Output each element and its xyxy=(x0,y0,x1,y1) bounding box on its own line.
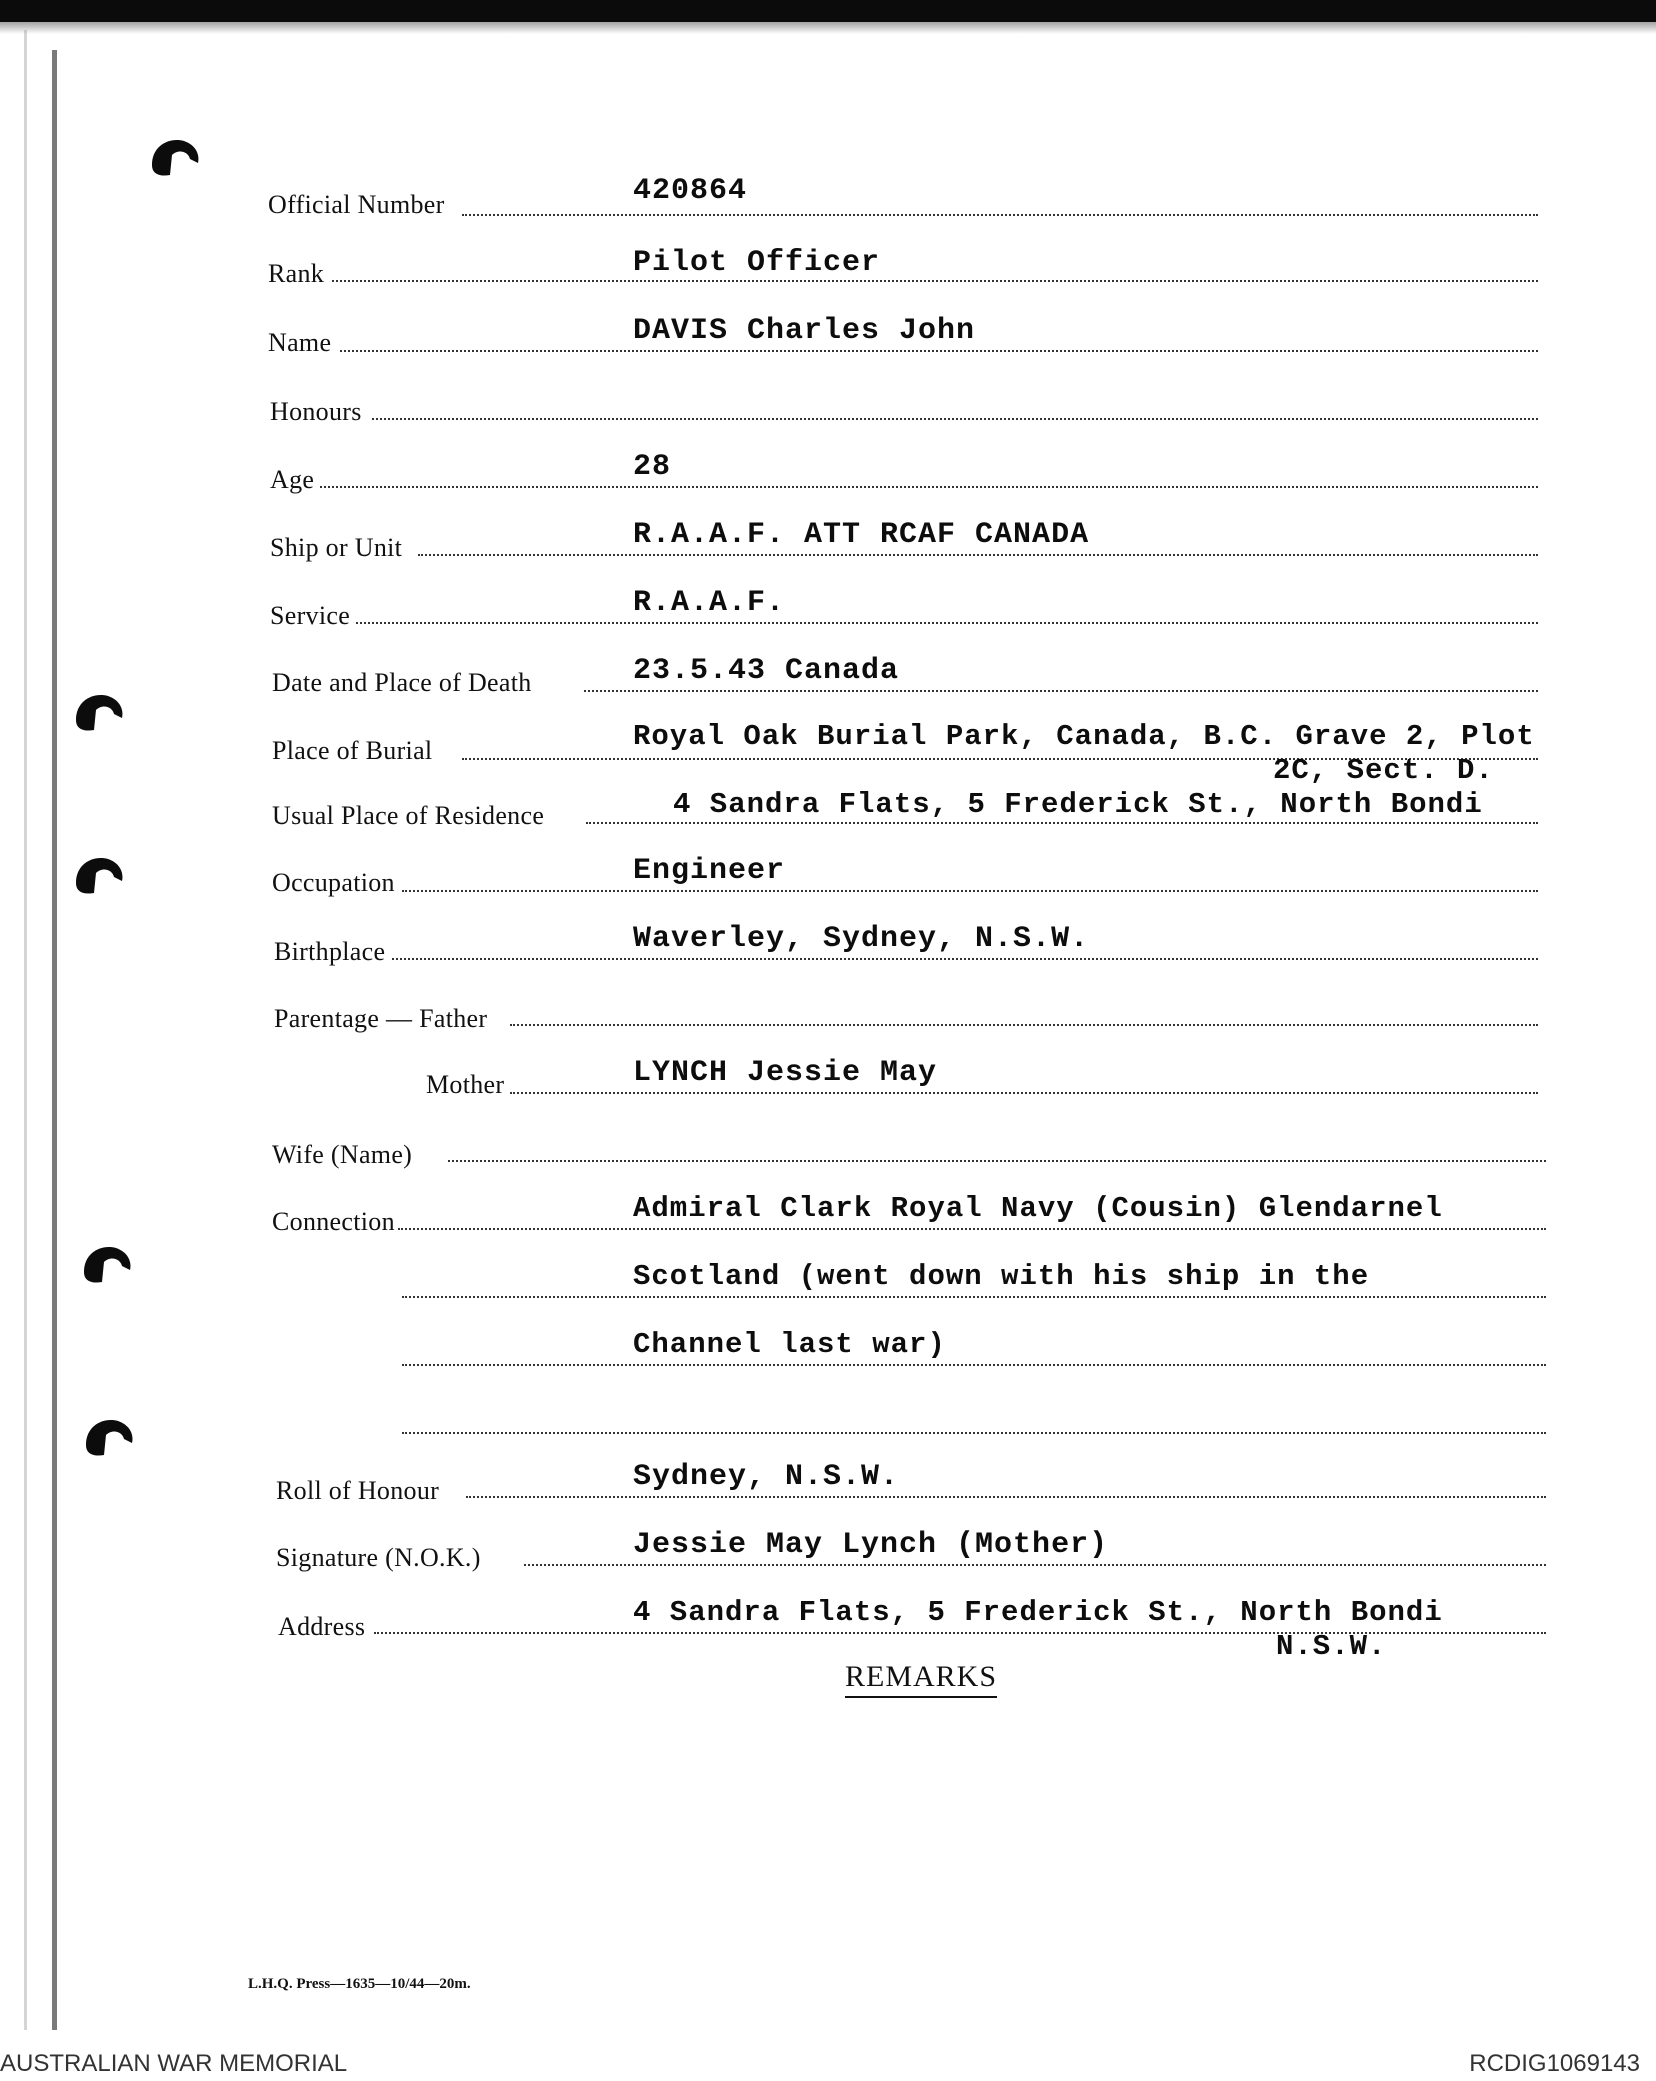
parentage-father-line xyxy=(510,1024,1538,1026)
punch-hole-icon xyxy=(148,135,204,179)
occupation-value: Engineer xyxy=(633,854,786,888)
honours-label: Honours xyxy=(270,397,362,426)
connection-label: Connection xyxy=(272,1207,395,1236)
usual-residence-line xyxy=(586,822,1538,824)
wife-label: Wife (Name) xyxy=(272,1140,413,1169)
roll-of-honour-value: Sydney, N.S.W. xyxy=(633,1460,900,1494)
name-value: DAVIS Charles John xyxy=(633,314,976,348)
service-value: R.A.A.F. xyxy=(633,586,786,620)
roll-of-honour-label: Roll of Honour xyxy=(276,1476,440,1505)
connection-line-1 xyxy=(398,1228,1546,1230)
signature-label: Signature (N.O.K.) xyxy=(276,1543,481,1572)
connection-value-line-3: Channel last war) xyxy=(633,1328,946,1361)
scan-left-shadow xyxy=(24,30,27,2030)
birthplace-label: Birthplace xyxy=(274,937,386,966)
scan-top-border xyxy=(0,0,1656,22)
wife-line xyxy=(448,1160,1546,1162)
occupation-line xyxy=(402,890,1538,892)
ship-or-unit-label: Ship or Unit xyxy=(270,533,403,562)
signature-value: Jessie May Lynch (Mother) xyxy=(633,1528,1109,1562)
age-label: Age xyxy=(270,465,315,494)
printer-mark: L.H.Q. Press—1635—10/44—20m. xyxy=(248,1976,471,1992)
age-value: 28 xyxy=(633,450,672,484)
punch-hole-icon xyxy=(80,1240,136,1288)
age-line xyxy=(320,486,1538,488)
punch-hole-icon xyxy=(72,688,128,738)
date-place-death-label: Date and Place of Death xyxy=(272,668,532,697)
mother-line xyxy=(510,1092,1538,1094)
connection-line-4 xyxy=(402,1432,1546,1434)
usual-residence-label: Usual Place of Residence xyxy=(272,801,545,830)
address-value-line2: N.S.W. xyxy=(1276,1630,1387,1663)
remarks-heading: REMARKS xyxy=(845,1660,997,1698)
punch-hole-icon xyxy=(82,1415,138,1459)
scan-left-border xyxy=(52,50,57,2030)
roll-of-honour-line xyxy=(466,1496,1546,1498)
official-number-line xyxy=(462,214,1538,216)
address-label: Address xyxy=(278,1612,366,1641)
usual-residence-value: 4 Sandra Flats, 5 Frederick St., North Bondi xyxy=(673,788,1483,821)
place-of-burial-value: Royal Oak Burial Park, Canada, B.C. Grave 2, Plot xyxy=(633,720,1535,753)
official-number-label: Official Number xyxy=(268,190,445,219)
name-line xyxy=(340,350,1538,352)
parentage-father-label: Parentage — Father xyxy=(274,1004,488,1033)
connection-value-line-2: Scotland (went down with his ship in the xyxy=(633,1260,1370,1293)
official-number-value: 420864 xyxy=(633,174,748,208)
birthplace-line xyxy=(392,958,1538,960)
scan-top-shadow xyxy=(0,22,1656,34)
rank-value: Pilot Officer xyxy=(633,246,881,280)
rank-line xyxy=(332,280,1538,282)
ship-or-unit-value: R.A.A.F. ATT RCAF CANADA xyxy=(633,518,1090,552)
address-value: 4 Sandra Flats, 5 Frederick St., North Bondi xyxy=(633,1596,1443,1629)
honours-line xyxy=(372,418,1538,420)
place-of-burial-value-line2: 2C, Sect. D. xyxy=(1273,754,1494,787)
occupation-label: Occupation xyxy=(272,868,395,897)
service-line xyxy=(356,622,1538,624)
ship-or-unit-line xyxy=(418,554,1538,556)
footer-institution: AUSTRALIAN WAR MEMORIAL xyxy=(0,2050,348,2077)
date-place-death-value: 23.5.43 Canada xyxy=(633,654,900,688)
connection-line-3 xyxy=(402,1364,1546,1366)
connection-line-2 xyxy=(402,1296,1546,1298)
rank-label: Rank xyxy=(268,259,325,288)
mother-label: Mother xyxy=(426,1070,505,1099)
place-of-burial-label: Place of Burial xyxy=(272,736,433,765)
signature-line xyxy=(524,1564,1546,1566)
mother-value: LYNCH Jessie May xyxy=(633,1056,938,1090)
birthplace-value: Waverley, Sydney, N.S.W. xyxy=(633,922,1090,956)
footer-record-id: RCDIG1069143 xyxy=(1469,2050,1640,2077)
date-place-death-line xyxy=(584,690,1538,692)
name-label: Name xyxy=(268,328,332,357)
service-label: Service xyxy=(270,601,351,630)
punch-hole-icon xyxy=(72,853,128,897)
connection-value-line-1: Admiral Clark Royal Navy (Cousin) Glendarnel xyxy=(633,1192,1443,1225)
